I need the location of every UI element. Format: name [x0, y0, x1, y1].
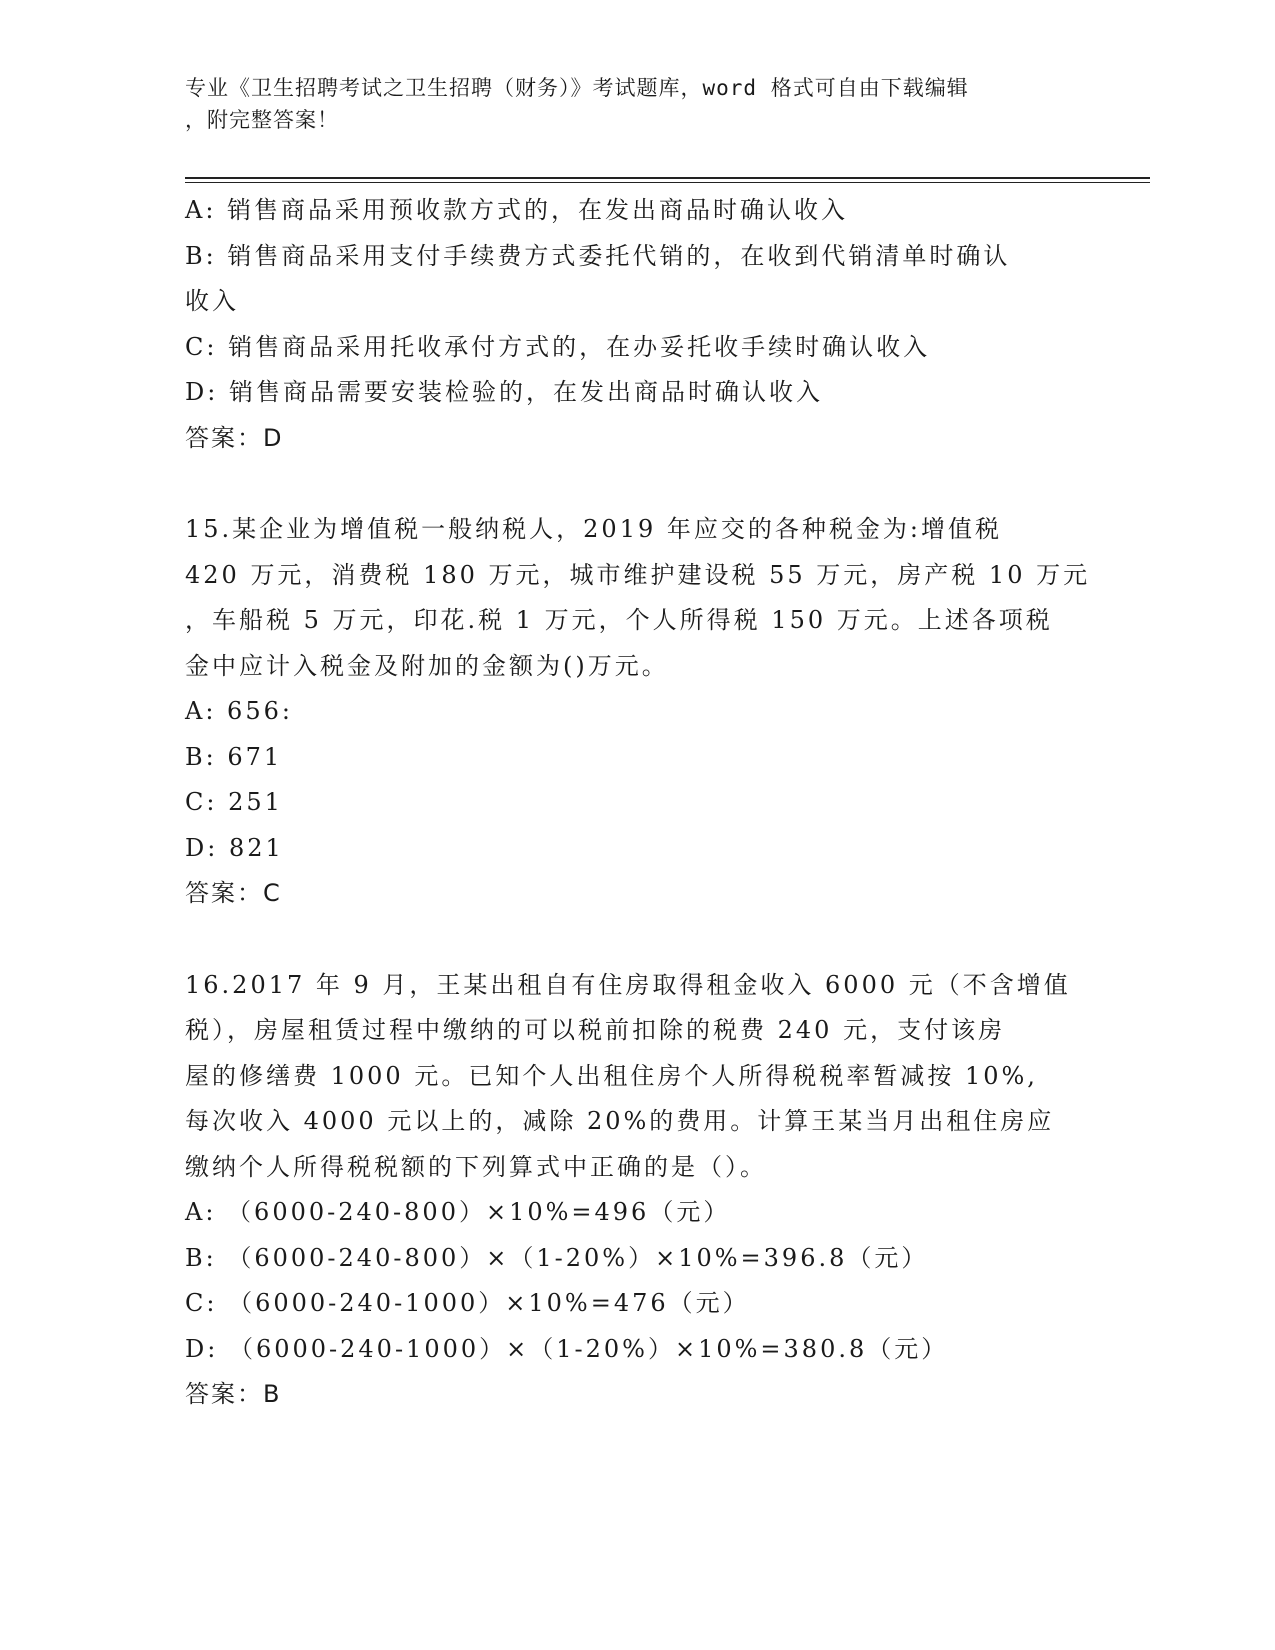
option-d: D: 821 [185, 833, 284, 862]
header-line-2: ，附完整答案！ [185, 108, 339, 132]
document-header [185, 72, 1065, 136]
option-c: C: （6000-240-1000）×10%=476（元） [185, 1289, 750, 1317]
question-stem-line: 420 万元，消费税 180 万元，城市维护建设税 55 万元，房产税 10 万元 [185, 560, 1091, 589]
question-stem-line: 税），房屋租赁过程中缴纳的可以税前扣除的税费 240 元，支付该房 [185, 1016, 1006, 1044]
spacer [185, 917, 1085, 963]
question-stem-line: ，车船税 5 万元，印花.税 1 万元，个人所得税 150 万元。上述各项税 [185, 606, 1053, 634]
header-line-1: 专业《卫生招聘考试之卫生招聘（财务）》考试题库，word 格式可自由下载编辑 [185, 76, 969, 100]
option-d: D: （6000-240-1000）×（1-20%）×10%=380.8（元） [185, 1334, 949, 1363]
option-d: D: 销售商品需要安装检验的，在发出商品时确认收入 [185, 378, 823, 406]
answer-line: 答案：C [185, 879, 282, 907]
question-stem-line: 屋的修缮费 1000 元。已知个人出租住房个人所得税税率暂减按 10%, [185, 1061, 1038, 1090]
option-c: C: 销售商品采用托收承付方式的，在办妥托收手续时确认收入 [185, 332, 931, 361]
spacer [185, 461, 1085, 507]
option-b: B: 671 [185, 742, 283, 771]
question-stem-line: 16.2017 年 9 月，王某出租自有住房取得租金收入 6000 元（不含增值 [185, 970, 1071, 999]
question-stem-line: 缴纳个人所得税税额的下列算式中正确的是（）。 [185, 1152, 767, 1181]
question-15 [185, 507, 1091, 917]
option-c: C: 251 [185, 788, 283, 816]
option-b: B: 销售商品采用支付手续费方式委托代销的，在收到代销清单时确认 [185, 241, 1011, 270]
option-b-continued: 收入 [185, 287, 239, 315]
question-list [185, 188, 1091, 1418]
header-divider [185, 177, 1150, 183]
option-a: A: 销售商品采用预收款方式的，在发出商品时确认收入 [185, 196, 849, 224]
option-b: B: （6000-240-800）×（1-20%）×10%=396.8（元） [185, 1243, 929, 1272]
question-stem-line: 每次收入 4000 元以上的，减除 20%的费用。计算王某当月出租住房应 [185, 1107, 1055, 1135]
option-a: A: 656: [185, 697, 293, 725]
option-a: A: （6000-240-800）×10%=496（元） [185, 1198, 731, 1226]
question-14 [185, 188, 1085, 461]
answer-line: 答案：B [185, 1380, 282, 1408]
question-stem-line: 15.某企业为增值税一般纳税人，2019 年应交的各种税金为:增值税 [185, 515, 1002, 543]
question-16 [185, 963, 1085, 1418]
answer-line: 答案：D [185, 423, 284, 452]
question-stem-line: 金中应计入税金及附加的金额为()万元。 [185, 651, 669, 680]
